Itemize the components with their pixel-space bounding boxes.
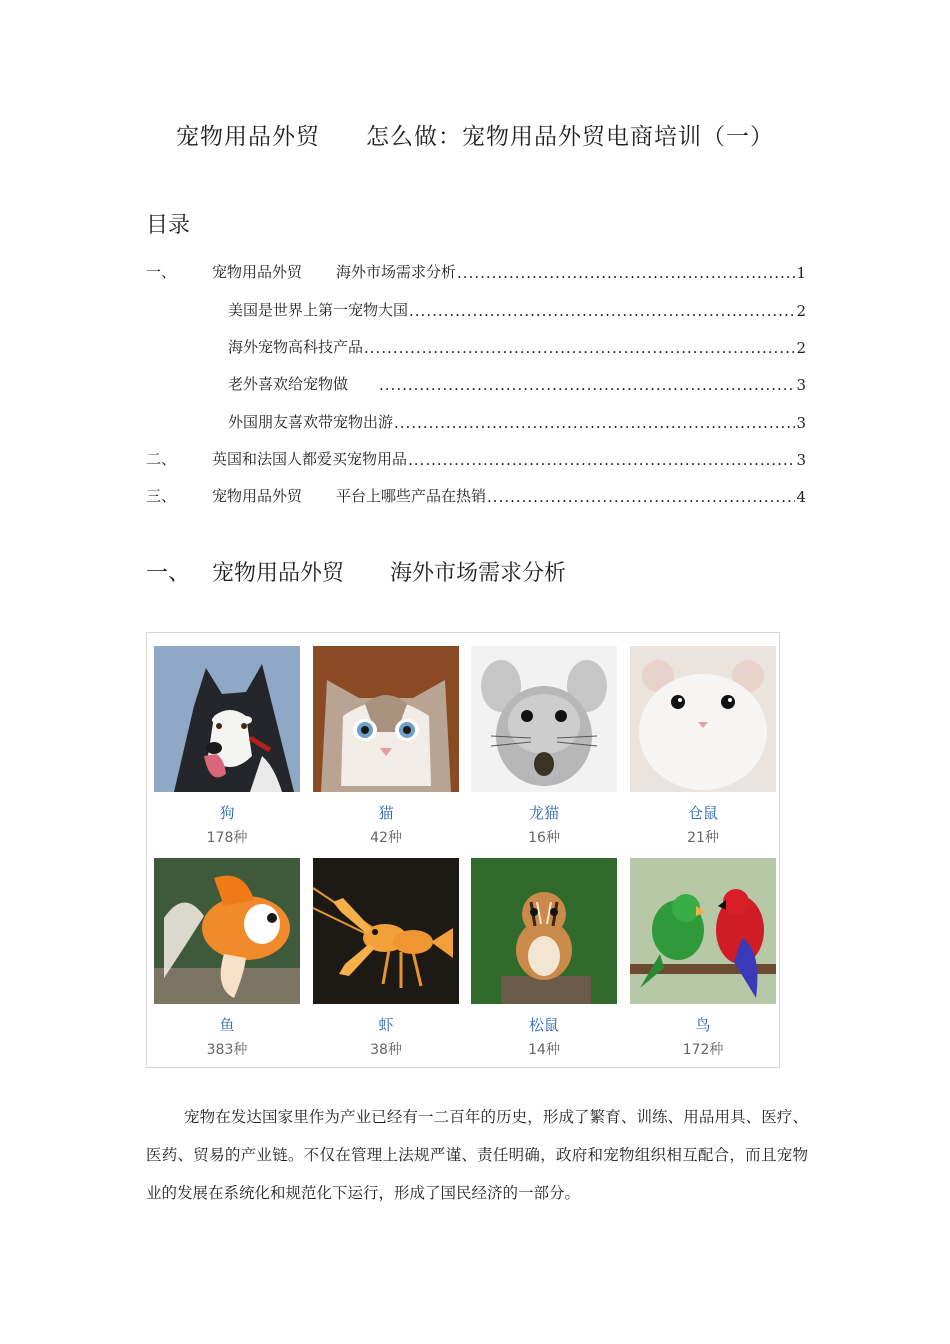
gallery-item-name: 狗 [219, 804, 235, 822]
toc-leader-dots [379, 376, 795, 394]
toc-entry-1-2[interactable] [228, 335, 806, 357]
title-part-left: 宠物用品外贸 [176, 124, 320, 150]
toc-entry-1[interactable] [146, 260, 806, 282]
toc-leader-dots [409, 302, 795, 320]
toc-entry-label: 外国朋友喜欢带宠物出游 [228, 413, 394, 431]
crayfish-photo [313, 858, 459, 1004]
ragdoll-cat-photo [313, 646, 459, 792]
toc-page-number: 4 [796, 488, 806, 506]
chinchilla-photo [471, 646, 617, 792]
section-heading-1: 一、 宠物用品外贸 海外市场需求分析 [146, 561, 567, 586]
gallery-item-count: 178种 [206, 830, 248, 846]
toc-page-number: 2 [796, 302, 806, 320]
gallery-item-name: 龙猫 [528, 804, 559, 822]
gallery-item-name: 仓鼠 [687, 804, 718, 822]
gallery-item-count: 42种 [370, 830, 402, 846]
toc-heading: 目录 [146, 213, 191, 238]
gallery-item-name: 鸟 [695, 1016, 711, 1034]
toc-entry-1-1[interactable] [228, 298, 806, 320]
gallery-item-count: 14种 [528, 1042, 560, 1058]
toc-entry-label: 宠物用品外贸 海外市场需求分析 [212, 263, 457, 281]
chipmunk-photo [471, 858, 617, 1004]
toc-leader-dots [487, 488, 795, 506]
gallery-item-name: 鱼 [219, 1016, 235, 1034]
gallery-item-count: 21种 [687, 830, 719, 846]
gallery-item-shrimp[interactable] [313, 858, 459, 1059]
toc-page-number: 3 [796, 414, 806, 432]
gallery-item-squirrel[interactable] [471, 858, 617, 1059]
gallery-item-fish[interactable] [154, 858, 300, 1059]
body-paragraph: 宠物在发达国家里作为产业已经有一二百年的历史，形成了繁育、训练、用品用具、医疗、医药、贸易的产业链。不仅在管理上法规严谨、责任明确，政府和宠物组织相互配合，而且宠物业的发展在系统化和规范化下运行，形成了国民经济的一部分。 [146, 1108, 808, 1202]
gallery-item-chinchilla[interactable] [471, 646, 617, 847]
gallery-item-name: 虾 [378, 1016, 394, 1034]
parrots-photo [630, 858, 776, 1004]
document-title [0, 118, 950, 151]
toc-entry-label: 海外宠物高科技产品 [228, 338, 364, 356]
toc-entry-3[interactable] [146, 484, 806, 506]
toc-entry-2[interactable] [146, 447, 806, 469]
gallery-item-count: 16种 [528, 830, 560, 846]
toc-entry-label: 宠物用品外贸 平台上哪些产品在热销 [212, 487, 487, 505]
toc-page-number: 3 [796, 376, 806, 394]
toc-entry-label: 英国和法国人都爱买宠物用品 [212, 450, 408, 468]
toc-page-number: 1 [796, 264, 806, 282]
hamster-photo [630, 646, 776, 792]
gallery-item-count: 172种 [682, 1042, 724, 1058]
toc-leader-dots [394, 414, 795, 432]
toc-entry-label: 美国是世界上第一宠物大国 [228, 301, 409, 319]
title-part-right: 怎么做：宠物用品外贸电商培训（一） [366, 124, 774, 150]
gallery-item-name: 猫 [378, 804, 394, 822]
gallery-item-cat[interactable] [313, 646, 459, 847]
toc-page-number: 3 [796, 451, 806, 469]
toc-page-number: 2 [796, 339, 806, 357]
gallery-item-count: 38种 [370, 1042, 402, 1058]
toc-entry-number: 三、 [146, 487, 177, 505]
gallery-item-bird[interactable] [630, 858, 776, 1059]
gallery-item-name: 松鼠 [528, 1016, 559, 1034]
goldfish-photo [154, 858, 300, 1004]
toc-entry-number: 一、 [146, 263, 177, 281]
toc-leader-dots [408, 451, 795, 469]
gallery-item-dog[interactable] [154, 646, 300, 847]
toc-entry-label: 老外喜欢给宠物做 [228, 375, 349, 393]
toc-entry-1-3[interactable] [228, 372, 806, 394]
toc-entry-number: 二、 [146, 450, 177, 468]
husky-dog-photo [154, 646, 300, 792]
gallery-item-hamster[interactable] [630, 646, 776, 847]
toc-leader-dots [364, 339, 795, 357]
pet-gallery [146, 632, 780, 1068]
gallery-item-count: 383种 [206, 1042, 248, 1058]
toc-leader-dots [457, 264, 795, 282]
toc-entry-1-4[interactable] [228, 410, 806, 432]
